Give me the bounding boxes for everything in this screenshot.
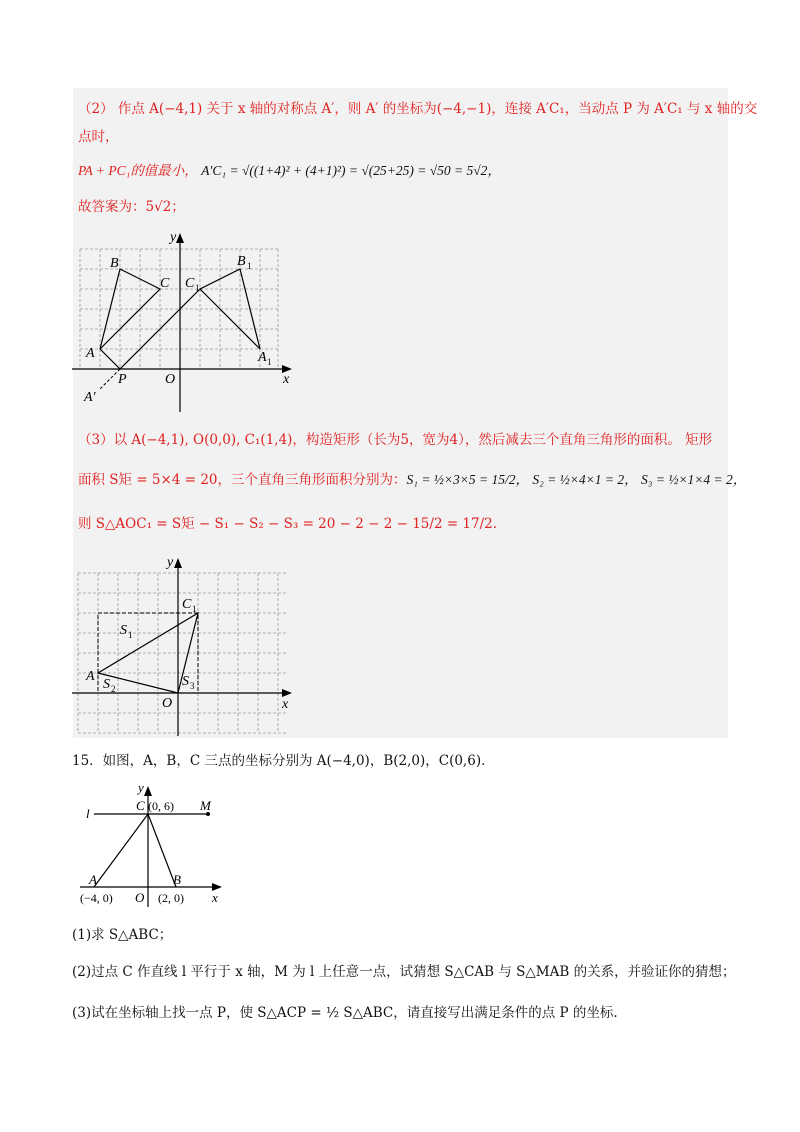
part3-triangles-intro: 三个直角三角形面积分别为： xyxy=(231,472,407,488)
q15-label-C-coord: (0, 6) xyxy=(148,799,174,813)
part2-line1: （2） 作点 A(−4,1) 关于 x 轴的对称点 A′，则 A′ 的坐标为(−4,−1)，连接 A′C₁，当动点 P 为 A′C₁ 与 x 轴的交 xyxy=(78,101,758,117)
fig2-y-label: y xyxy=(167,555,174,570)
fig2-label-S3-sub: 3 xyxy=(190,681,195,691)
fig1-label-A1: A xyxy=(258,350,267,365)
q15-label-B-coord: (2, 0) xyxy=(158,891,184,905)
q15-label-O: O xyxy=(135,890,145,905)
part2-line3 xyxy=(78,161,501,181)
fig2-label-S3: S xyxy=(182,674,189,689)
part2-line3-text: PA + PC₁的值最小， xyxy=(78,163,202,178)
fig2-origin-label: O xyxy=(162,696,173,711)
fig1-label-C1: C xyxy=(185,276,195,291)
figure1-coordinate-plot xyxy=(70,225,300,415)
q15-label-M: M xyxy=(200,798,211,813)
fig2-x-label: x xyxy=(282,697,289,712)
fig1-label-C1-sub: 1 xyxy=(195,283,200,293)
fig1-label-B1: B xyxy=(237,254,246,269)
fig2-label-S2: S xyxy=(103,677,110,692)
figure2-coordinate-plot xyxy=(70,548,300,738)
fig1-label-C: C xyxy=(160,276,170,291)
part2-answer: 故答案为：5√2； xyxy=(78,199,185,215)
fig2-label-C1: C xyxy=(182,597,192,612)
fig1-label-B: B xyxy=(110,256,119,271)
q15-figure xyxy=(80,782,240,912)
part3-line3: 则 S△AOC₁ = S矩 − S₁ − S₂ − S₃ = 20 − 2 − 2 − 15/2 = 17/2. xyxy=(78,516,498,532)
part2-line3-math: A′C₁ = √((1+4)² + (4+1)²) = √(25+25) = √50 = 5√2， xyxy=(201,163,501,178)
fig1-label-Aprime: A′ xyxy=(84,390,96,405)
q15-sub3: (3)试在坐标轴上找一点 P，使 S△ACP = ½ S△ABC，请直接写出满足条件的点 P 的坐标. xyxy=(72,1005,618,1021)
fig1-label-A: A xyxy=(86,346,95,361)
q15-label-A-coord: (−4, 0) xyxy=(80,891,113,905)
part3-line2 xyxy=(78,470,746,490)
fig1-origin-label: O xyxy=(165,372,176,387)
fig2-label-C1-sub: 1 xyxy=(192,604,197,614)
q15-line-l-label: l xyxy=(86,806,90,821)
fig2-label-S1: S xyxy=(120,623,127,638)
fig2-label-S1-sub: 1 xyxy=(128,630,133,640)
part3-triangle-areas: S₁ = ½×3×5 = 15/2， S₂ = ½×4×1 = 2， S₃ = ½×1×4 = 2， xyxy=(406,472,747,487)
part2-line2: 点时， xyxy=(78,129,119,145)
q15-label-A: A xyxy=(89,872,97,887)
q15-sub1: (1)求 S△ABC； xyxy=(72,927,173,943)
fig1-x-label: x xyxy=(283,372,290,387)
fig1-label-B1-sub: 1 xyxy=(247,261,252,271)
fig2-label-A: A xyxy=(86,669,95,684)
q15-stem: 15．如图，A，B，C 三点的坐标分别为 A(−4,0)，B(2,0)，C(0,6)． xyxy=(72,753,495,769)
part3-rect-area: 面积 S矩 = 5×4 = 20， xyxy=(78,472,231,488)
part3-line1: （3）以 A(−4,1), O(0,0), C₁(1,4)，构造矩形（长为5，宽为4），然后减去三个直角三角形的面积。 矩形 xyxy=(78,432,713,448)
q15-x-label: x xyxy=(212,890,218,905)
q15-sub2: (2)过点 C 作直线 l 平行于 x 轴，M 为 l 上任意一点，试猜想 S△CAB 与 S△MAB 的关系，并验证你的猜想； xyxy=(72,964,736,980)
fig2-label-S2-sub: 2 xyxy=(111,684,116,694)
q15-label-B: B xyxy=(173,872,181,887)
fig1-label-P: P xyxy=(118,372,127,387)
q15-label-C: C xyxy=(136,798,145,813)
fig1-label-A1-sub: 1 xyxy=(267,357,272,367)
q15-y-label: y xyxy=(138,782,144,795)
fig1-y-label: y xyxy=(170,230,177,245)
